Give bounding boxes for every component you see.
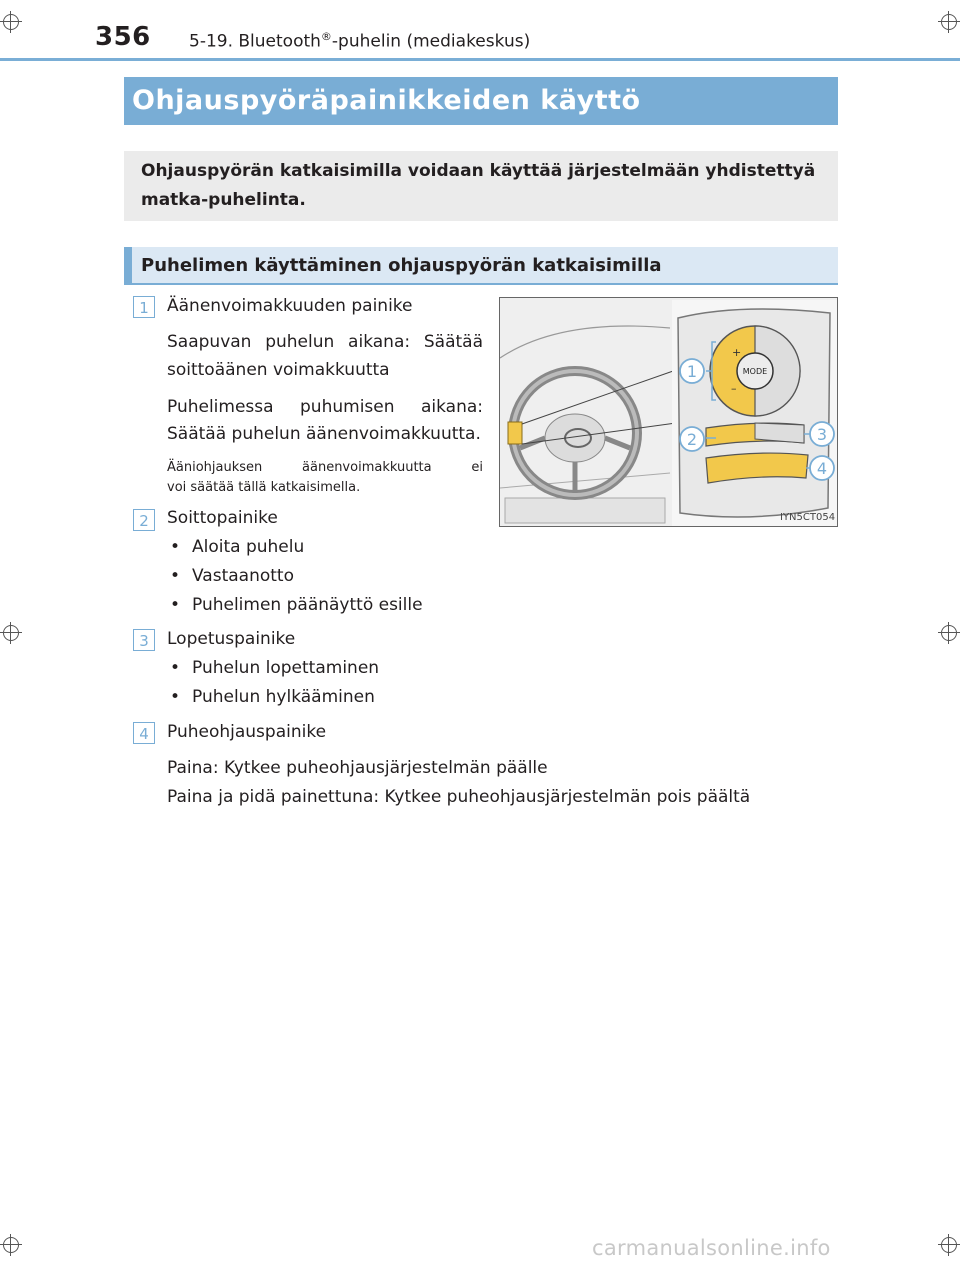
callout-2: 2: [686, 430, 698, 449]
mode-label: MODE: [742, 367, 768, 376]
list-item: • Puhelun hylkääminen: [170, 687, 375, 707]
header-rule: [0, 58, 960, 61]
list-item: • Puhelimen päänäyttö esille: [170, 595, 423, 615]
item-number-2: 2: [133, 509, 155, 531]
item-desc-line: Paina ja pidä painettuna: Kytkee puheohjausjärjestelmän pois päältä: [167, 787, 751, 807]
crop-mark-icon: [938, 1234, 960, 1256]
item-note: Ääniohjauksen äänenvoimakkuutta ei: [167, 460, 483, 475]
subheading: Puhelimen käyttäminen ohjauspyörän katkaisimilla: [141, 255, 662, 276]
intro-text: Ohjauspyörän katkaisimilla voidaan käyttää järjestelmään yhdistettyä matka-puhelinta.: [141, 161, 816, 210]
item-desc-line: Puhelimessa puhumisen aikana:: [167, 397, 483, 417]
item-title-talk: Soittopainike: [167, 508, 278, 528]
section-reference: 5-19. Bluetooth®-puhelin (mediakeskus): [189, 30, 531, 52]
page-title: Ohjauspyöräpainikkeiden käyttö: [132, 85, 641, 116]
item-number-3: 3: [133, 629, 155, 651]
callout-3: 3: [816, 425, 828, 444]
list-item: • Puhelun lopettaminen: [170, 658, 379, 678]
crop-mark-icon: [0, 1234, 22, 1256]
callout-4: 4: [816, 459, 828, 478]
intro-box: [124, 151, 838, 221]
item-desc-line: Säätää puhelun äänenvoimakkuutta.: [167, 424, 481, 444]
item-title-voice: Puheohjauspainike: [167, 722, 327, 742]
item-number-4: 4: [133, 722, 155, 744]
steering-wheel-illustration: [499, 297, 838, 527]
page-number: 356: [95, 22, 151, 52]
subheading-band: [124, 247, 838, 285]
figure-code: IYN5CT054: [780, 512, 836, 523]
list-item: • Vastaanotto: [170, 566, 294, 586]
item-number-1: 1: [133, 296, 155, 318]
crop-mark-icon: [938, 622, 960, 644]
callout-1: 1: [686, 362, 698, 381]
watermark: carmanualsonline.info: [592, 1236, 831, 1260]
item-note: voi säätää tällä katkaisimella.: [167, 480, 361, 495]
item-desc-line: Saapuvan puhelun aikana: Säätää: [167, 332, 483, 352]
crop-mark-icon: [0, 11, 22, 33]
item-desc-line: Paina: Kytkee puheohjausjärjestelmän päälle: [167, 758, 548, 778]
item-title-volume: Äänenvoimakkuuden painike: [167, 296, 413, 316]
item-desc-line: soittoäänen voimakkuutta: [167, 360, 390, 380]
page-title-band: [124, 77, 838, 125]
svg-text:+: +: [732, 346, 742, 359]
list-item: • Aloita puhelu: [170, 537, 304, 557]
crop-mark-icon: [0, 622, 22, 644]
item-title-end: Lopetuspainike: [167, 629, 296, 649]
svg-text:–: –: [731, 382, 737, 395]
crop-mark-icon: [938, 11, 960, 33]
